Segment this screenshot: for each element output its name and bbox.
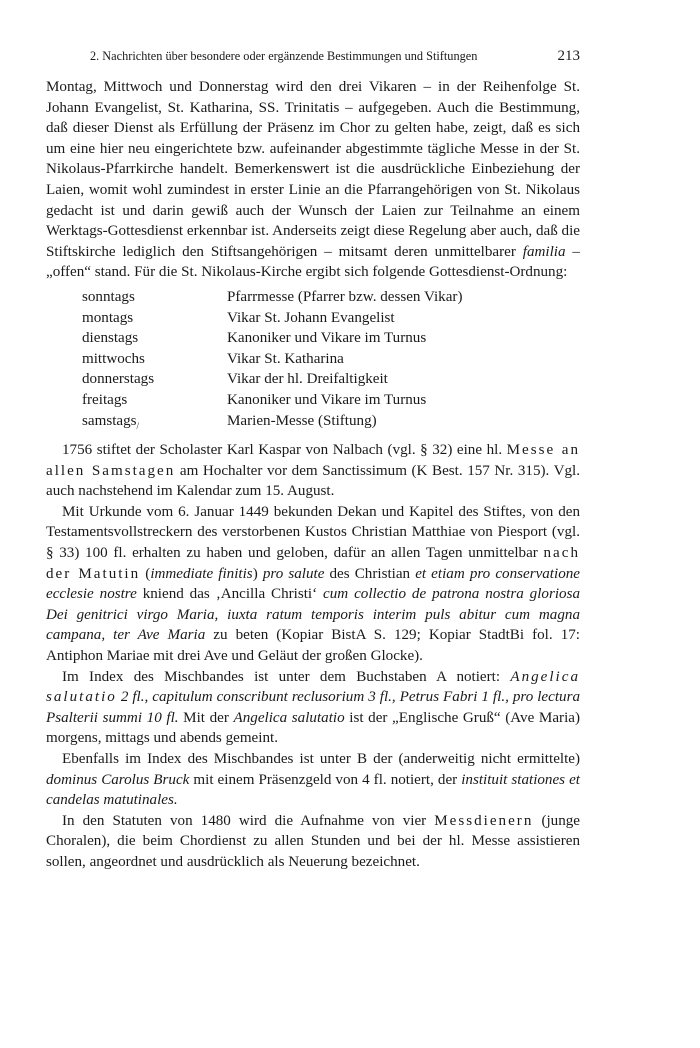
schedule-row: freitags Kanoniker und Vikare im Turnus (82, 391, 427, 408)
schedule-row: dienstags Kanoniker und Vikare im Turnus (82, 330, 427, 347)
paragraph-1: Montag, Mittwoch und Donnerstag wird den drei Vikaren – in der Reihenfolge St. Johann Evangelist, St. Katharina, SS. Trinitatis – aufgegeben. Auch die Bestimmung, daß dieser Dienst als Erfüllung der Präsenz im Chor zu gelten habe, zeigt, daß es sich um eine hier neu eingerichtete bzw. aufeinander abgestimmte tägliche Messe in der St. Nikolaus-Pfarrkirche handelt. Bemerkenswert ist die ausdrückliche Einbeziehung der Laien, womit wohl zumindest in erster Linie an die Pfarrangehörigen von St. Nikolaus gedacht ist und darin gewiß auch der Wunsch der Laien zur Teilnahme an einem Werktags-Gottesdienst erkennbar ist. Anderseits zeigt diese Regelung aber auch, daß die Stiftskirche lediglich den Stiftsangehörigen – mitsamt deren unmittelbarer familia – „offen“ stand. Für die St. Nikolaus-Kirche ergibt sich folgende Gottesdienst-Ordnung: (46, 79, 580, 281)
page-number: 213 (557, 48, 580, 64)
schedule-row: sonntags Pfarrmesse (Pfarrer bzw. dessen Vikar) (82, 288, 463, 305)
schedule-row: montags Vikar St. Johann Evangelist (82, 309, 395, 326)
chapter-title: 2. Nachrichten über besondere oder ergänzende Bestimmungen und Stiftungen (90, 49, 478, 63)
running-header (46, 48, 580, 65)
document-page (46, 48, 580, 873)
footnote-mark: / (136, 420, 140, 431)
paragraph-6: In den Statuten von 1480 wird die Aufnahme von vier Messdienern (junge Choralen), die beim Chordienst zu allen Stunden und bei der hl. Messe assistieren sollen, angeordnet und ausdrücklich als Neuerung bezeichnet. (46, 812, 580, 870)
paragraph-2: 1756 stiftet der Scholaster Karl Kaspar von Nalbach (vgl. § 32) eine hl. Messe an allen Samstagen am Hochalter vor dem Sanctissimum (K Best. 157 Nr. 315). Vgl. auch nachstehend im Kalendar zum 15. August. (46, 442, 580, 500)
schedule-row: donnerstags Vikar der hl. Dreifaltigkeit (82, 371, 388, 388)
paragraph-4: Im Index des Mischbandes ist unter dem Buchstaben A notiert: Angelica salutatio 2 fl., capitulum conscribunt reclusorium 3 fl., Petrus Fabri 1 fl., pro lectura Psalterii summi 10 fl. Mit der Angelica salutatio ist der „Englische Gruß“ (Ave Maria) morgens, mittags und abends gemeint. (46, 668, 580, 747)
paragraph-5: Ebenfalls im Index des Mischbandes ist unter B der (anderweitig nicht ermittelte) dominus Carolus Bruck mit einem Präsenzgeld von 4 fl. notiert, der instituit stationes et candelas matutinales. (46, 751, 580, 809)
service-schedule (82, 287, 580, 436)
schedule-row: mittwochs Vikar St. Katharina (82, 350, 344, 367)
paragraph-3: Mit Urkunde vom 6. Januar 1449 bekunden Dekan und Kapitel des Stiftes, von den Testamentsvollstreckern des verstorbenen Kustos Christian Matthiae von Piesport (vgl. § 33) 100 fl. erhalten zu haben und geloben, dafür an allen Tagen unmittelbar nach der Matutin (immediate finitis) pro salute des Christian et etiam pro conservatione ecclesie nostre kniend das ‚Ancilla Christi‘ cum collectio de patrona nostra gloriosa Dei genitrici virgo Maria, iuxta ratum temporis interim puls abitur cum magna campana, ter Ave Maria zu beten (Kopiar BistA S. 129; Kopiar StadtBi fol. 17: Antiphon Mariae mit drei Ave und Geläut der großen Glocke). (46, 503, 580, 665)
schedule-row: samstags$_/$ Marien-Messe (Stiftung) (82, 412, 377, 431)
